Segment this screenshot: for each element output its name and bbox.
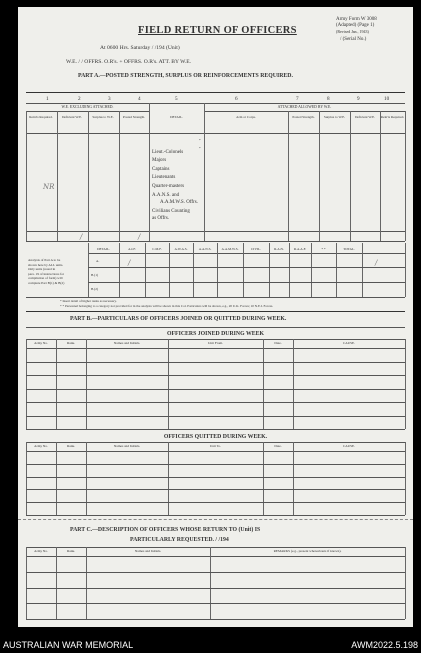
column-rule <box>311 243 312 297</box>
column-rule <box>319 111 320 241</box>
form-ref-line: (Adapted) (Page 1) <box>336 23 375 28</box>
footnote-2: * * Personnel belonging to a category not provided for in the analysis will be shown in this Col. Particulars will be shown, e.g., 20 U.K. Forces; 10 N.E.I. Forces. <box>60 304 274 308</box>
row-rule <box>26 339 405 340</box>
perforation <box>18 519 413 520</box>
column-rule <box>193 243 194 297</box>
rule <box>26 103 405 104</box>
analysis-header: * * <box>321 247 326 251</box>
column-rule <box>243 243 244 297</box>
column-number: 4 <box>138 96 141 102</box>
column-number: 5 <box>175 96 178 102</box>
footer <box>0 637 421 653</box>
row-rule <box>26 442 405 443</box>
row-rule <box>26 556 405 557</box>
row-rule <box>26 429 405 430</box>
analysis-note-line: complete Part B(1) & B(2) <box>28 280 65 285</box>
column-rule <box>289 243 290 297</box>
row-rule <box>26 489 405 490</box>
column-header: Surplus to W.E. <box>92 115 114 119</box>
rank-label: A.A.N.S. and <box>152 193 180 198</box>
rule <box>26 92 405 93</box>
column-rule <box>405 111 406 241</box>
part-a-title: PART A.—POSTED STRENGTH, SURPLUS OR REINFORCEMENTS REQUIRED. <box>78 73 293 79</box>
table-header: Rank. <box>66 341 75 345</box>
table-header: Names and Initials. <box>134 549 162 553</box>
rule <box>204 111 405 112</box>
footnote-1: * Insert detail of higher ranks as necessary. <box>60 299 117 303</box>
header-line-date: At 0600 Hrs. Saturday / /194 (Unit) <box>100 45 180 51</box>
form-ref-line: (Revised Jan., 1943) <box>336 29 369 34</box>
column-rule <box>149 111 150 241</box>
analysis-header: A.W.A.S. <box>174 247 188 251</box>
handwritten-slash: / <box>128 259 131 267</box>
column-rule <box>204 111 205 241</box>
analysis-note-line: Analysis of Part A to be <box>28 258 61 262</box>
row-rule <box>26 375 405 376</box>
analysis-header: A.I.F. <box>128 247 136 251</box>
rule <box>26 311 405 312</box>
column-rule <box>217 243 218 297</box>
column-rule <box>269 243 270 297</box>
row-rule <box>26 477 405 478</box>
rule <box>26 327 405 328</box>
rank-label: A.A.M.W.S. Offrs. <box>160 200 198 205</box>
column-rule <box>405 442 406 515</box>
joined-title: OFFICERS JOINED DURING WEEK <box>166 331 264 337</box>
table-header: CAUSE. <box>343 341 355 345</box>
footer-accession: AWM2022.5.198 <box>351 640 418 650</box>
column-rule <box>204 103 205 111</box>
column-rule <box>26 111 27 241</box>
handwritten-slash: / <box>80 233 83 241</box>
column-header: Deficient W.E. <box>61 115 83 119</box>
analysis-row-label: A. <box>96 259 100 263</box>
analysis-note-line: compilation of form) will <box>28 276 63 280</box>
row-rule <box>26 464 405 465</box>
rank-label: Civilians Counting <box>152 209 190 214</box>
form-reference <box>336 17 377 35</box>
column-header: Rein'ts Required. <box>380 115 405 119</box>
column-rule <box>56 547 57 619</box>
star-mark: * <box>199 138 201 142</box>
column-header: Posted Strength. <box>122 115 146 119</box>
part-b-title: PART B.—PARTICULARS OF OFFICERS JOINED OR QUITTED DURING WEEK. <box>70 316 287 322</box>
row-rule <box>26 451 405 452</box>
rule <box>26 297 405 298</box>
analysis-header: TOTAL. <box>343 247 355 251</box>
star-mark: * <box>199 146 201 150</box>
column-rule <box>149 103 150 111</box>
analysis-header: R.A.N. <box>274 247 284 251</box>
row-rule <box>26 588 405 589</box>
column-rule <box>169 243 170 297</box>
column-rule <box>119 111 120 241</box>
row-rule <box>26 402 405 403</box>
column-header: Surplus to W.E. <box>323 115 346 119</box>
table-header: CAUSE. <box>343 444 355 448</box>
table-header: Rank. <box>66 549 75 553</box>
rank-label: as Offrs. <box>152 216 170 221</box>
row-rule <box>26 515 405 516</box>
table-header: Unit To. <box>209 444 222 448</box>
table-header: Date. <box>274 444 282 448</box>
column-number: 2 <box>78 96 81 102</box>
analysis-header: A.A.N.S. <box>198 247 212 251</box>
analysis-header: R.A.A.F. <box>293 247 307 251</box>
column-number: 9 <box>357 96 360 102</box>
column-rule <box>86 442 87 515</box>
column-rule <box>380 111 381 241</box>
table-header: Names and Initials. <box>113 341 141 345</box>
analysis-header: DETAIL. <box>97 247 110 251</box>
column-rule <box>168 442 169 515</box>
row-rule <box>26 572 405 573</box>
header-line-we: W.E. / / OFFRS. O.R's. + OFFRS. O.R's. ATT. BY W.E. <box>66 59 192 65</box>
column-rule <box>26 442 27 515</box>
column-rule <box>86 547 87 619</box>
handwritten-slash: / <box>375 259 378 267</box>
rule <box>26 241 405 242</box>
analysis-header: A.A.M.W.S. <box>221 247 239 251</box>
column-rule <box>263 442 264 515</box>
analysis-row-label: B.(2) <box>91 287 99 291</box>
rank-label: Captains <box>152 167 170 172</box>
column-number: 1 <box>46 96 49 102</box>
column-header: Posted Strength. <box>292 115 315 119</box>
column-rule <box>88 243 89 297</box>
column-rule <box>88 111 89 241</box>
column-rule <box>405 547 406 619</box>
table-header: Army No. <box>34 549 48 553</box>
column-number: 8 <box>327 96 330 102</box>
column-rule <box>405 339 406 429</box>
analysis-row-label: B.(1) <box>91 273 99 277</box>
row-rule <box>88 282 405 283</box>
handwritten-nr: NR <box>43 183 55 191</box>
rank-label: Lieut.-Colonels <box>152 150 184 155</box>
row-rule <box>26 603 405 604</box>
analysis-note-line: Only units (noted in <box>28 267 56 271</box>
row-rule <box>26 362 405 363</box>
rule <box>26 231 405 232</box>
row-rule <box>26 416 405 417</box>
table-header: REMARKS (e.g., present whereabouts if known). <box>273 549 342 553</box>
handwritten-slash: / <box>138 233 141 241</box>
form-ref-line: Army Form W 3008 <box>336 17 377 22</box>
column-header: Arm or Corps. <box>236 115 256 119</box>
column-rule <box>210 547 211 619</box>
rule <box>26 133 405 134</box>
column-rule <box>362 243 363 297</box>
part-c-title: PART C.—DESCRIPTION OF OFFICERS WHOSE RETURN TO (Unit) IS <box>70 527 261 533</box>
column-number: 10 <box>384 96 390 102</box>
column-rule <box>26 547 27 619</box>
column-number: 3 <box>108 96 111 102</box>
table-header: Names and Initials. <box>113 444 141 448</box>
row-rule <box>88 267 405 268</box>
column-header: Rein'ts Required. <box>29 115 53 119</box>
rank-label: Lieutenants <box>152 175 176 180</box>
table-header: Rank. <box>66 444 75 448</box>
column-rule <box>288 111 289 241</box>
column-number: 6 <box>235 96 238 102</box>
table-header: Unit From. <box>207 341 224 345</box>
table-header: Date. <box>274 341 282 345</box>
group-left-header: W.E. EXCLUDING ATTACHED. <box>61 105 114 109</box>
row-rule <box>26 348 405 349</box>
analysis-header: CIVIL. <box>251 247 261 251</box>
quitted-title: OFFICERS QUITTED DURING WEEK. <box>163 434 268 440</box>
rule <box>88 253 405 254</box>
column-rule <box>405 243 406 297</box>
row-rule <box>26 389 405 390</box>
column-rule <box>57 111 58 241</box>
rank-label: Majors <box>152 158 167 163</box>
form-title: FIELD RETURN OF OFFICERS <box>138 25 297 36</box>
footer-credit: AUSTRALIAN WAR MEMORIAL <box>3 640 134 650</box>
rank-label: Quarter-masters <box>152 184 185 189</box>
table-header: Army No. <box>34 341 48 345</box>
row-rule <box>26 502 405 503</box>
table-header: Army No. <box>34 444 48 448</box>
row-rule <box>26 547 405 548</box>
row-rule <box>26 619 405 620</box>
column-rule <box>145 243 146 297</box>
detail-header: DETAIL. <box>170 115 183 119</box>
analysis-note-line: para. 19 of instructions for <box>28 271 65 276</box>
column-rule <box>119 243 120 297</box>
form-page <box>18 7 413 627</box>
column-rule <box>293 442 294 515</box>
column-rule <box>350 111 351 241</box>
group-right-header: ATTACHED ALLOWED BY W.E. <box>277 105 332 109</box>
serial-number: / (Serial No.) <box>340 37 367 42</box>
column-number: 7 <box>296 96 299 102</box>
part-c-subtitle: PARTICULARLY REQUESTED. / /194 <box>130 537 229 543</box>
column-header: Deficient W.E. <box>354 115 376 119</box>
column-rule <box>56 442 57 515</box>
analysis-header: C.M.F. <box>152 247 162 251</box>
column-rule <box>336 243 337 297</box>
analysis-note-line: shown here by ALL units. <box>28 262 64 267</box>
